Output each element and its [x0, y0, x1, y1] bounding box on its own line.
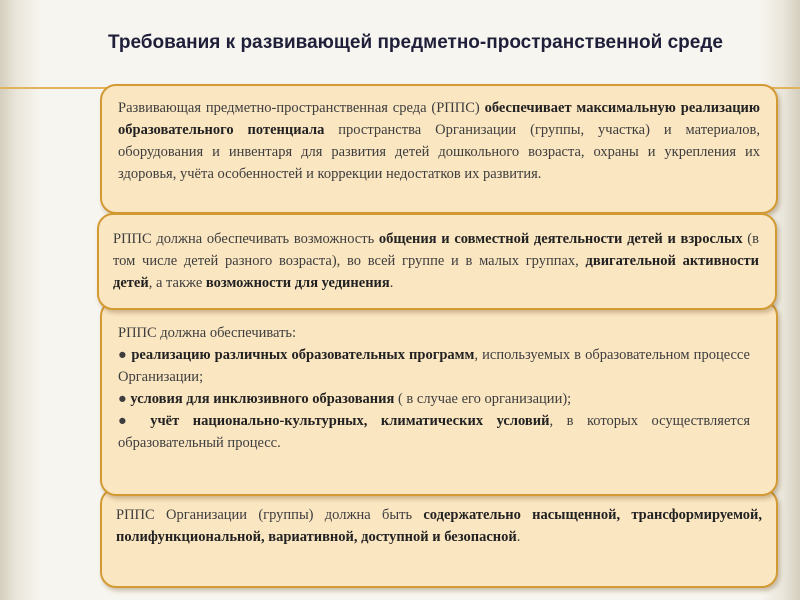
slide-title: Требования к развивающей предметно-пространственной среде [108, 32, 723, 53]
bullet-item [118, 388, 750, 410]
bullet-item [118, 410, 750, 454]
text-run: . [389, 275, 394, 291]
text-block-purpose [100, 84, 778, 214]
emphasis-text: возможности для уединения [205, 275, 390, 291]
text-run: ● [118, 413, 151, 429]
text-block-communication [97, 213, 777, 310]
block-text [116, 504, 762, 548]
emphasis-text: общения и совместной деятельности детей и взрослых [378, 231, 743, 247]
text-run: , используемых в образовательном процессе Организации; [118, 347, 750, 385]
text-run: , а также [148, 275, 206, 291]
text-run: пространства Организации (группы, участка) и материалов, оборудования и инвентаря для развития детей дошкольного возраста, охраны и укрепления их здоровья, учёта особенностей и коррекции недостатков их развития. [118, 122, 760, 182]
text-run: ( в случае его организации); [394, 391, 572, 407]
text-run: . [516, 529, 521, 545]
text-block-qualities [100, 488, 778, 588]
text-run: ● [118, 391, 131, 407]
bullet-item [118, 344, 750, 388]
block-text [118, 97, 760, 185]
block-intro: РППС должна обеспечивать: [118, 325, 297, 341]
block-text [113, 228, 759, 294]
text-block-provisions [100, 300, 778, 496]
emphasis-text: обеспечивает максимальную реализацию образовательного потенциала [118, 100, 760, 138]
text-run: ● [118, 347, 132, 363]
text-run: РППС Организации (группы) должна быть [116, 507, 424, 523]
emphasis-text: условия для инклюзивного образования [130, 391, 395, 407]
text-run: , в которых осуществляется образовательный процесс. [118, 413, 750, 451]
emphasis-text: двигательной активности детей [113, 253, 759, 291]
emphasis-text: реализацию различных образовательных программ [131, 347, 475, 363]
text-run: Развивающая предметно-пространственная среда (РППС) [118, 100, 485, 116]
emphasis-text: содержательно насыщенной, трансформируемой, полифункциональной, вариативной, доступной и безопасной [116, 507, 762, 545]
text-run: (в том числе детей разного возраста), во всей группе и в малых группах, [113, 231, 759, 269]
text-run: РППС должна обеспечивать возможность [113, 231, 379, 247]
emphasis-text: учёт национально-культурных, климатических условий [150, 413, 550, 429]
